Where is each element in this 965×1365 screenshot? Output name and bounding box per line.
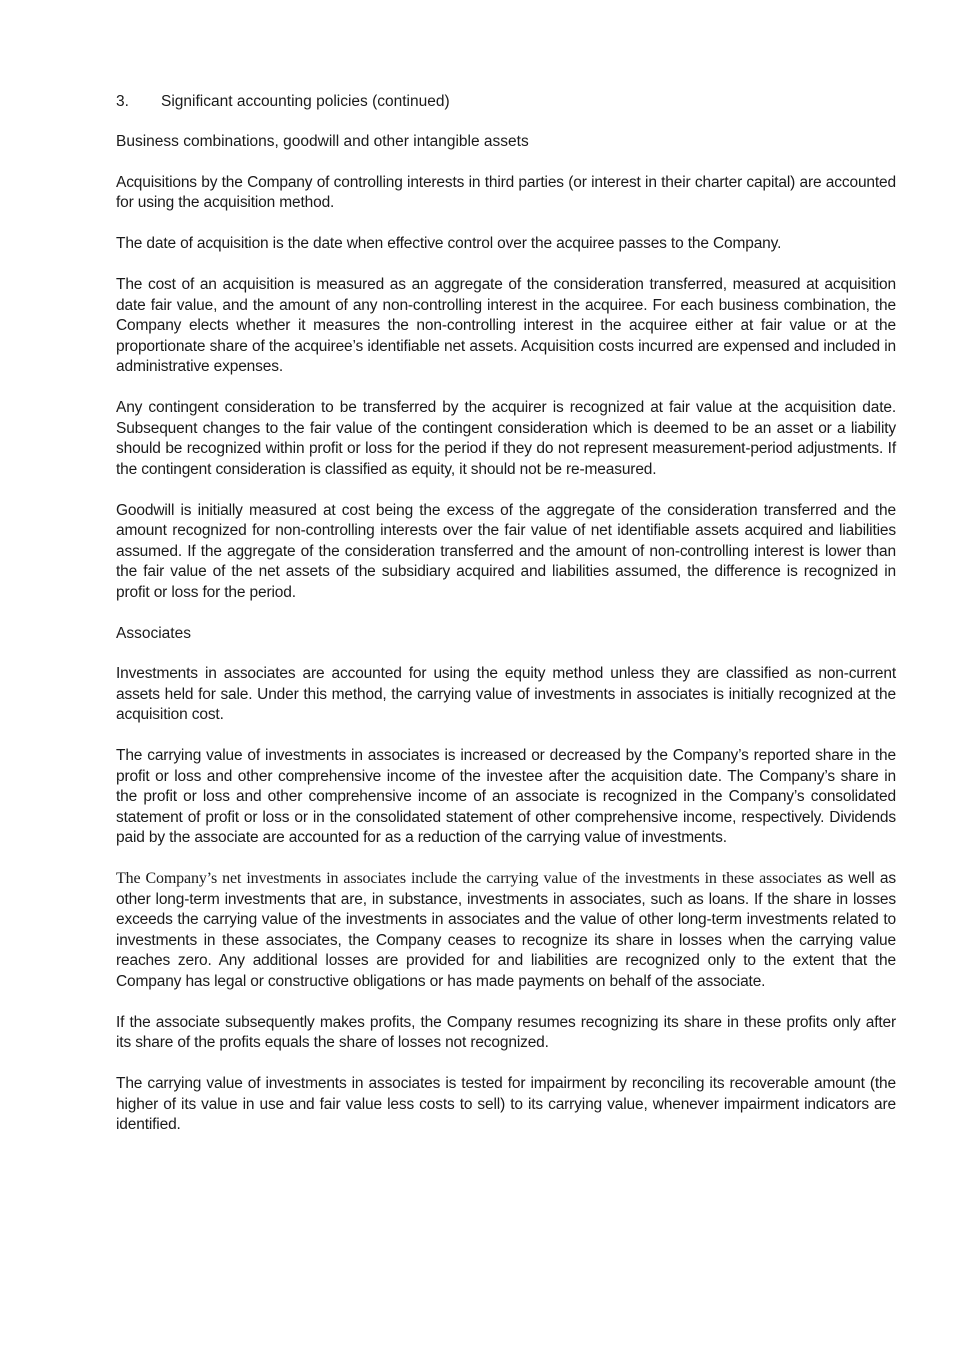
paragraph-subsequent-profits: If the associate subsequently makes profits, the Company resumes recognizing its share in these profits only after its share of the profits equals the share of losses not recognized. [116, 1013, 896, 1051]
paragraph-impairment-test: The carrying value of investments in associates is tested for impairment by reconciling its recoverable amount (the higher of its value in use and fair value less costs to sell) to its carrying value, whenever impairment indicators are identified. [116, 1075, 896, 1133]
paragraph-equity-method: Investments in associates are accounted for using the equity method unless they are classified as non-current assets held for sale. Under this method, the carrying value of investments in associates is initially recognized at the acquisition cost. [116, 665, 896, 723]
paragraph-acquisition-date: The date of acquisition is the date when effective control over the acquiree passes to the Company. [116, 235, 782, 252]
paragraph-net-investments [116, 869, 896, 992]
paragraph-acquisition-cost: The cost of an acquisition is measured as an aggregate of the consideration transferred, measured at acquisition date fair value, and the amount of any non-controlling interest in the acquiree. For each business combination, the Company elects whether it measures the non-controlling interest in the acquiree either at fair value or at the proportionate share of the acquiree’s identifiable net assets. Acquisition costs incurred are expensed and included in administrative expenses. [116, 276, 896, 375]
paragraph-acquisition-method: Acquisitions by the Company of controlling interests in third parties (or interest in their charter capital) are accounted for using the acquisition method. [116, 173, 896, 211]
document-page [116, 92, 896, 1156]
paragraph-contingent-consideration: Any contingent consideration to be transferred by the acquirer is recognized at fair value at the acquisition date. Subsequent changes to the fair value of the contingent consideration which is deemed to be an asset or a liability should be recognized within profit or loss for the period if they do not represent measurement-period adjustments. If the contingent consideration is classified as equity, it should not be re-measured. [116, 399, 896, 478]
paragraph-carrying-value-changes: The carrying value of investments in associates is increased or decreased by the Company’s reported share in the profit or loss and other comprehensive income of the investee after the acquisition date. The Company’s share in the profit or loss and other comprehensive income of an associate is recognized in the Company’s consolidated statement of profit or loss or in the consolidated statement of other comprehensive income, respectively. Dividends paid by the associate are accounted for as a reduction of the carrying value of investments. [116, 747, 896, 846]
net-investments-rest: as well as other long-term investments that are, in substance, investments in associates, such as loans. If the share in losses exceeds the carrying value of the investments in associates and the value of other long-term investments related to investments in these associates, the Company ceases to recognize its share in losses when the carrying value reaches zero. Any additional losses are provided for and liabilities are recognized only to the extent that the Company has legal or constructive obligations or has made payments on behalf of the associate. [116, 870, 896, 990]
paragraph-goodwill: Goodwill is initially measured at cost being the excess of the aggregate of the consideration transferred and the amount recognized for non-controlling interests over the fair value of net identifiable assets acquired and liabilities assumed. If the aggregate of the consideration transferred and the amount of non-controlling interest is lower than the fair value of the net assets of the subsidiary acquired and liabilities assumed, the difference is recognized in profit or loss for the period. [116, 501, 896, 601]
section-heading [116, 92, 896, 112]
section-number: 3. [116, 93, 129, 110]
section-title: Significant accounting policies (continued) [161, 93, 450, 110]
associates-heading: Associates [116, 624, 191, 642]
net-investments-lead: The Company’s net investments in associates include the carrying value of the investments in these associates [116, 870, 822, 887]
business-combinations-heading: Business combinations, goodwill and other intangible assets [116, 133, 529, 150]
